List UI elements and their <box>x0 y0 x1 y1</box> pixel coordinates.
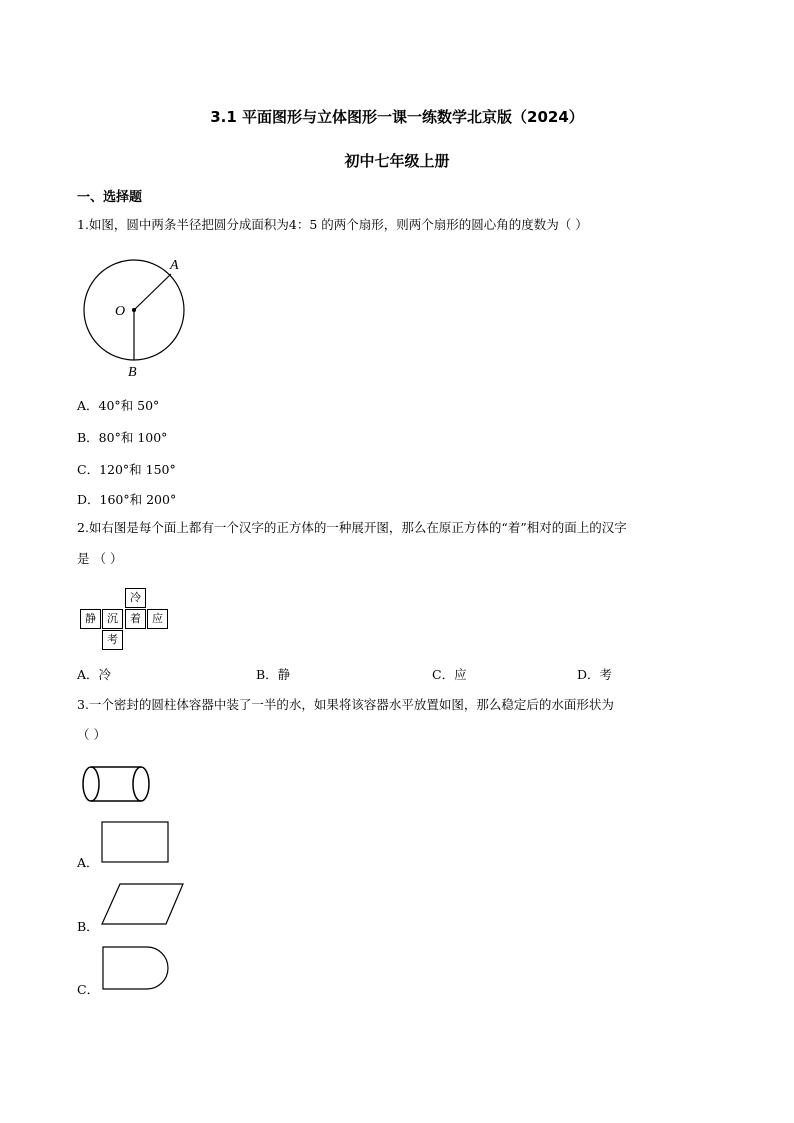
rectangle-shape <box>100 819 170 865</box>
cylinder-left-end <box>83 767 99 801</box>
center-point <box>132 308 136 312</box>
q3-option-a-label: A． <box>77 855 99 870</box>
question-1-text: 1.如图，圆中两条半径把圆分成面积为4：5 的两个扇形，则两个扇形的圆心角的度数为（ ） <box>77 217 588 232</box>
radius-oa <box>134 274 171 310</box>
q2-option-a: A．冷 <box>77 667 112 682</box>
net-cell-bottom: 考 <box>102 630 123 650</box>
q1-option-b: B．80°和 100° <box>77 430 168 445</box>
q3-option-c-label: C． <box>77 982 100 997</box>
net-cell: 静 <box>80 609 101 629</box>
label-b: B <box>128 365 137 380</box>
question-3-text-line1: 3.一个密封的圆柱体容器中装了一半的水，如果将该容器水平放置如图，那么稳定后的水面形状为 <box>77 697 614 712</box>
q1-option-c: C．120°和 150° <box>77 462 176 477</box>
cylinder-right-hidden-arc <box>133 767 141 801</box>
q2-option-d: D．考 <box>577 667 613 682</box>
d-shape <box>100 944 174 992</box>
q1-option-d: D．160°和 200° <box>77 492 177 507</box>
q1-option-a: A．40°和 50° <box>77 398 160 413</box>
circle-figure <box>78 252 208 382</box>
q2-option-b: B．静 <box>256 667 291 682</box>
q3-option-b-label: B． <box>77 919 99 934</box>
parallelogram-shape <box>100 881 186 927</box>
net-cell: 应 <box>147 609 168 629</box>
page-title: 3.1 平面图形与立体图形一课一练数学北京版（2024） <box>210 108 584 126</box>
cube-net <box>80 588 170 652</box>
net-cell: 沉 <box>102 609 123 629</box>
cylinder-figure <box>80 762 160 812</box>
label-a: A <box>170 258 179 273</box>
q2-option-c: C．应 <box>432 667 467 682</box>
question-2-text-line1: 2.如右图是每个面上都有一个汉字的正方体的一种展开图，那么在原正方体的“着”相对的面上的汉字 <box>77 520 627 535</box>
section-heading: 一、选择题 <box>77 190 143 205</box>
question-2-text-line2: 是 （ ） <box>77 551 123 566</box>
net-cell-top: 冷 <box>125 588 146 608</box>
page-subtitle: 初中七年级上册 <box>344 152 450 170</box>
question-3-text-line2: （ ） <box>77 727 106 742</box>
net-cell: 着 <box>125 609 146 629</box>
label-o: O <box>115 304 126 319</box>
